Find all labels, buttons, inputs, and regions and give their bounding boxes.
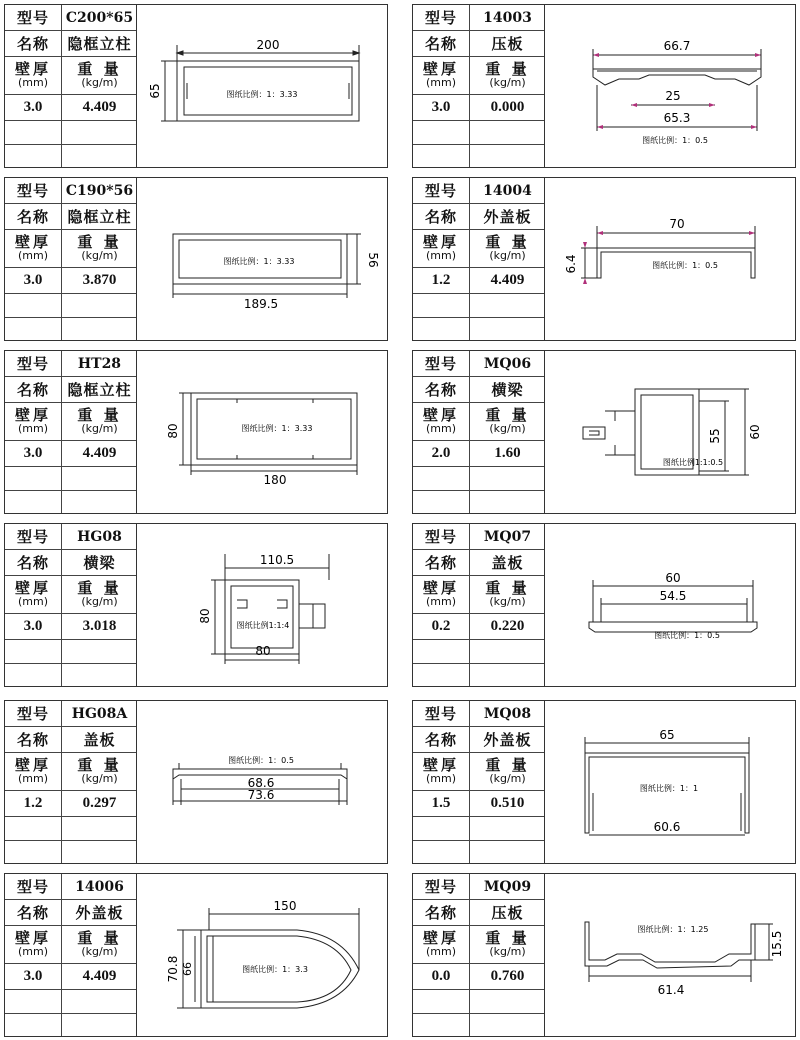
profile-card-mq09 (412, 873, 796, 1037)
dim-outer-height: 70.8 (166, 955, 180, 983)
profile-card-hg08a (4, 700, 388, 864)
profile-drawing (545, 351, 795, 513)
weight-value: 4.409 (82, 99, 117, 115)
label-name: 名称 (413, 377, 470, 402)
label-weight: 重 量 (77, 232, 122, 251)
profile-drawing (137, 524, 387, 686)
spec-table (413, 351, 545, 513)
spec-table (5, 351, 137, 513)
spec-table (413, 178, 545, 340)
weight-value: 3.018 (82, 618, 117, 634)
name-value: 横梁 (83, 554, 116, 572)
profile-card-mq08 (412, 700, 796, 864)
thickness-value: 1.2 (413, 268, 470, 293)
scale-note: 图纸比例：1：0.5 (652, 261, 718, 270)
label-thickness: 壁厚 (422, 755, 459, 774)
label-weight: 重 量 (77, 928, 122, 947)
label-name: 名称 (413, 550, 470, 575)
profile-drawing (137, 178, 387, 340)
profile-drawing (137, 351, 387, 513)
label-model: 型号 (413, 5, 470, 30)
label-weight: 重 量 (485, 232, 530, 251)
dim-inner: 68.6 (247, 776, 275, 790)
spec-table (5, 874, 137, 1036)
name-value: 外盖板 (483, 731, 532, 749)
label-thickness-unit: (mm) (425, 944, 456, 958)
dim-height: 80 (198, 608, 212, 624)
label-model: 型号 (413, 874, 470, 899)
label-weight-unit: (kg/m) (489, 421, 526, 435)
label-thickness: 壁厚 (422, 578, 459, 597)
label-model: 型号 (5, 5, 62, 30)
name-value: 压板 (491, 904, 524, 922)
scale-note: 图纸比例：1：3.33 (241, 424, 313, 433)
label-weight-unit: (kg/m) (489, 594, 526, 608)
label-weight-unit: (kg/m) (81, 771, 118, 785)
label-thickness-unit: (mm) (425, 771, 456, 785)
label-name: 名称 (5, 377, 62, 402)
label-weight-unit: (kg/m) (81, 248, 118, 262)
profile-drawing (545, 874, 795, 1036)
scale-note: 图纸比例：1：3.33 (223, 257, 295, 266)
name-value: 隐框立柱 (67, 381, 132, 399)
label-thickness: 壁厚 (422, 232, 459, 251)
label-name: 名称 (5, 550, 62, 575)
label-model: 型号 (413, 701, 470, 726)
label-weight-unit: (kg/m) (489, 771, 526, 785)
thickness-value: 3.0 (5, 614, 62, 639)
label-model: 型号 (5, 178, 62, 203)
label-weight: 重 量 (485, 578, 530, 597)
thickness-value: 3.0 (413, 95, 470, 120)
thickness-value: 1.2 (5, 791, 62, 816)
label-weight-unit: (kg/m) (81, 944, 118, 958)
dim-height: 6.4 (564, 254, 578, 274)
spec-table (413, 5, 545, 167)
label-name: 名称 (413, 900, 470, 925)
label-thickness: 壁厚 (14, 755, 51, 774)
label-thickness-unit: (mm) (17, 594, 48, 608)
dim-height: 65 (148, 83, 162, 99)
dim-bottom: 60.6 (653, 820, 681, 834)
label-thickness: 壁厚 (422, 928, 459, 947)
model-value: HT28 (77, 355, 122, 372)
label-model: 型号 (5, 351, 62, 376)
profile-drawing (545, 178, 795, 340)
profile-card-mq06 (412, 350, 796, 514)
dim-width: 70 (669, 217, 685, 231)
model-value: C200*65 (65, 9, 134, 26)
label-name: 名称 (413, 204, 470, 229)
label-model: 型号 (413, 524, 470, 549)
thickness-value: 0.0 (413, 964, 470, 989)
scale-note: 图纸比例：1：3.33 (226, 90, 298, 99)
model-value: HG08 (77, 528, 122, 545)
thickness-value: 0.2 (413, 614, 470, 639)
spec-table (413, 524, 545, 686)
profile-card-hg08 (4, 523, 388, 687)
weight-value: 0.220 (490, 618, 525, 634)
label-thickness-unit: (mm) (17, 248, 48, 262)
name-value: 隐框立柱 (67, 35, 132, 53)
profile-drawing (137, 701, 387, 863)
model-value: MQ09 (483, 878, 532, 895)
name-value: 外盖板 (75, 904, 124, 922)
dim-top: 66.7 (663, 39, 691, 53)
scale-note: 图纸比例：1：1.25 (637, 925, 709, 934)
profile-card-14003 (412, 4, 796, 168)
scale-note: 图纸比例：1：1 (639, 784, 699, 793)
scale-note: 图纸比例1:1:0.5 (662, 458, 724, 467)
label-name: 名称 (5, 31, 62, 56)
label-thickness-unit: (mm) (425, 248, 456, 262)
profile-card-c200x65 (4, 4, 388, 168)
dim-middle: 25 (665, 89, 681, 103)
label-thickness: 壁厚 (14, 578, 51, 597)
spec-table (5, 5, 137, 167)
label-weight: 重 量 (485, 59, 530, 78)
dim-width: 61.4 (657, 983, 685, 997)
dim-height: 80 (166, 423, 180, 439)
spec-table (413, 701, 545, 863)
model-value: MQ07 (483, 528, 532, 545)
profile-drawing (137, 874, 387, 1036)
model-value: MQ08 (483, 705, 532, 722)
label-weight: 重 量 (77, 59, 122, 78)
profile-card-14006 (4, 873, 388, 1037)
label-name: 名称 (5, 900, 62, 925)
label-model: 型号 (5, 874, 62, 899)
dim-bottom: 65.3 (663, 111, 691, 125)
label-thickness-unit: (mm) (425, 75, 456, 89)
dim-height: 56 (366, 252, 380, 268)
spec-table (5, 524, 137, 686)
thickness-value: 3.0 (5, 441, 62, 466)
label-weight: 重 量 (485, 755, 530, 774)
label-weight-unit: (kg/m) (81, 594, 118, 608)
name-value: 盖板 (83, 731, 116, 749)
thickness-value: 3.0 (5, 268, 62, 293)
name-value: 压板 (491, 35, 524, 53)
dim-width: 65 (659, 728, 675, 742)
label-thickness-unit: (mm) (17, 75, 48, 89)
weight-value: 0.760 (490, 968, 525, 984)
thickness-value: 3.0 (5, 964, 62, 989)
dim-length: 150 (273, 899, 297, 913)
label-weight-unit: (kg/m) (489, 248, 526, 262)
label-thickness-unit: (mm) (17, 421, 48, 435)
thickness-value: 1.5 (413, 791, 470, 816)
label-thickness: 壁厚 (422, 405, 459, 424)
label-weight-unit: (kg/m) (81, 421, 118, 435)
label-name: 名称 (413, 727, 470, 752)
name-value: 隐框立柱 (67, 208, 132, 226)
scale-note: 图纸比例1:1:4 (236, 621, 290, 630)
label-thickness: 壁厚 (14, 232, 51, 251)
scale-note: 图纸比例：1：0.5 (642, 136, 708, 145)
model-value: 14004 (483, 182, 532, 199)
model-value: 14003 (483, 9, 532, 26)
dim-height: 15.5 (770, 930, 784, 958)
weight-value: 4.409 (82, 445, 117, 461)
label-name: 名称 (5, 727, 62, 752)
label-weight-unit: (kg/m) (81, 75, 118, 89)
profile-drawing (137, 5, 387, 167)
weight-value: 4.409 (490, 272, 525, 288)
dim-width: 110.5 (259, 553, 295, 567)
scale-note: 图纸比例：1：0.5 (228, 756, 294, 765)
profile-drawing (545, 701, 795, 863)
weight-value: 1.60 (494, 445, 521, 461)
scale-note: 图纸比例：1：0.5 (654, 631, 720, 640)
label-thickness-unit: (mm) (17, 944, 48, 958)
label-thickness-unit: (mm) (425, 421, 456, 435)
dim-outer: 73.6 (247, 788, 275, 802)
label-weight: 重 量 (485, 928, 530, 947)
dim-width: 180 (263, 473, 287, 487)
label-thickness: 壁厚 (14, 928, 51, 947)
spec-table (5, 178, 137, 340)
spec-table (413, 874, 545, 1036)
label-thickness: 壁厚 (14, 405, 51, 424)
dim-inner: 54.5 (659, 589, 687, 603)
profile-card-ht28 (4, 350, 388, 514)
spec-table (5, 701, 137, 863)
name-value: 盖板 (491, 554, 524, 572)
label-thickness-unit: (mm) (17, 771, 48, 785)
model-value: MQ06 (483, 355, 532, 372)
profile-card-mq07 (412, 523, 796, 687)
label-name: 名称 (5, 204, 62, 229)
thickness-value: 3.0 (5, 95, 62, 120)
weight-value: 4.409 (82, 968, 117, 984)
label-model: 型号 (5, 524, 62, 549)
label-thickness: 壁厚 (422, 59, 459, 78)
dim-outer-height: 60 (748, 424, 762, 440)
label-weight-unit: (kg/m) (489, 75, 526, 89)
label-model: 型号 (5, 701, 62, 726)
model-value: C190*56 (65, 182, 134, 199)
dim-inner-height: 55 (708, 428, 722, 444)
name-value: 横梁 (491, 381, 524, 399)
label-model: 型号 (413, 178, 470, 203)
label-weight: 重 量 (77, 405, 122, 424)
label-weight: 重 量 (485, 405, 530, 424)
label-name: 名称 (413, 31, 470, 56)
dim-outer: 60 (665, 571, 681, 585)
profile-card-14004 (412, 177, 796, 341)
thickness-value: 2.0 (413, 441, 470, 466)
label-thickness-unit: (mm) (425, 594, 456, 608)
weight-value: 0.000 (490, 99, 525, 115)
dim-width: 189.5 (243, 297, 279, 311)
weight-value: 0.297 (82, 795, 117, 811)
profile-drawing (545, 524, 795, 686)
label-thickness: 壁厚 (14, 59, 51, 78)
model-value: HG08A (71, 705, 128, 722)
scale-note: 图纸比例：1：3.3 (242, 965, 308, 974)
profile-drawing (545, 5, 795, 167)
model-value: 14006 (75, 878, 124, 895)
label-weight: 重 量 (77, 755, 122, 774)
label-weight-unit: (kg/m) (489, 944, 526, 958)
label-model: 型号 (413, 351, 470, 376)
weight-value: 0.510 (490, 795, 525, 811)
name-value: 外盖板 (483, 208, 532, 226)
dim-width: 200 (256, 38, 280, 52)
label-weight: 重 量 (77, 578, 122, 597)
dim-inner-height: 66 (181, 962, 194, 976)
dim-bottom: 80 (255, 644, 271, 658)
profile-card-c190x56 (4, 177, 388, 341)
weight-value: 3.870 (82, 272, 117, 288)
